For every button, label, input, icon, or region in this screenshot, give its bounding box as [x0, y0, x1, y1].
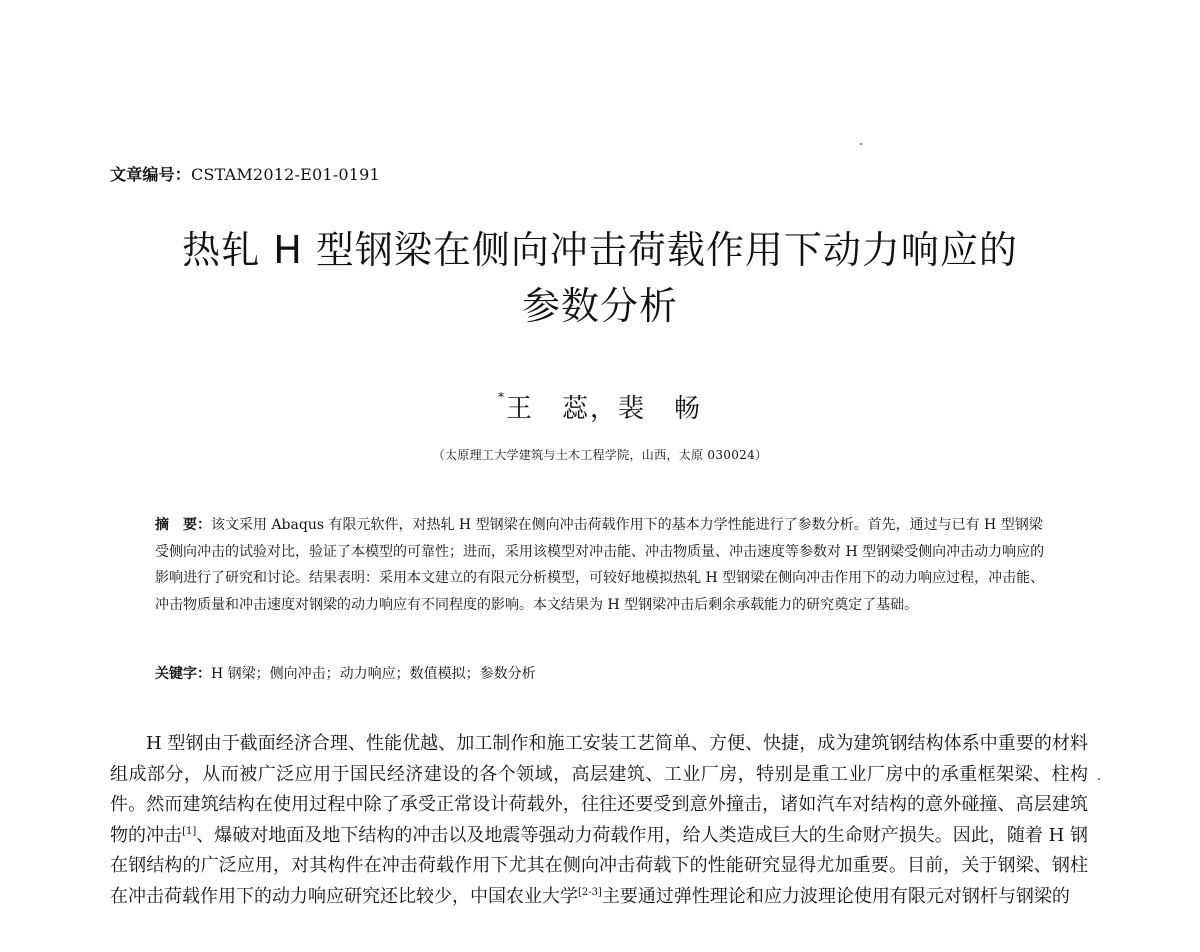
- article-id-value: CSTAM2012-E01-0191: [191, 165, 380, 184]
- corresponding-author-marker: *: [497, 390, 506, 404]
- abstract: [155, 512, 1055, 618]
- author-names: 王 蕊，裴 畅: [505, 394, 702, 424]
- affiliation: （太原理工大学建筑与土木工程学院，山西，太原 030024）: [432, 448, 768, 462]
- article-id: [110, 162, 380, 185]
- body-text-part-1: H 型钢由于截面经济合理、性能优越、加工制作和施工安装工艺简单、方便、快捷，成为建筑钢结构体系中重要的材料组成部分，从而被广泛应用于国民经济建设的各个领域，高层建筑、工业厂房，特别是重工业厂房中的承重框架梁、柱构件。然而建筑结构在使用过程中除了承受正常设计荷载外，往往还要受到意外撞击，诸如汽车对结构的意外碰撞、高层建筑物的冲击: [110, 733, 1088, 846]
- scan-speck: [860, 143, 862, 145]
- article-id-label: 文章编号：: [110, 165, 192, 184]
- citation-ref-1: [1]: [182, 825, 197, 837]
- paper-title: [80, 222, 1120, 334]
- authors: [0, 388, 1200, 425]
- body-paragraph: [110, 729, 1088, 912]
- abstract-label: 摘 要：: [155, 517, 211, 533]
- title-line-1: 热轧 H 型钢梁在侧向冲击荷载作用下动力响应的: [182, 228, 1018, 272]
- keywords: [155, 662, 1055, 686]
- title-line-2: 参数分析: [521, 284, 678, 328]
- citation-ref-2-3: [2-3]: [578, 886, 602, 898]
- abstract-text: 该文采用 Abaqus 有限元软件，对热轧 H 型钢梁在侧向冲击荷载作用下的基本力学性能进行了参数分析。首先，通过与已有 H 型钢梁受侧向冲击的试验对比，验证了本模型的可靠性；进而，采用该模型对冲击能、冲击物质量、冲击速度等参数对 H 型钢梁受侧向冲击动力响应的影响进行了研究和讨论。结果表明：采用本文建立的有限元分析模型，可较好地模拟热轧 H 型钢梁在侧向冲击作用下的动力响应过程，冲击能、冲击物质量和冲击速度对钢梁的动力响应有不同程度的影响。本文结果为 H 型钢梁冲击后剩余承载能力的研究奠定了基础。: [155, 517, 1045, 613]
- body-text-part-3: 主要通过弹性理论和应力波理论使用有限元对钢杆与钢梁的: [601, 885, 1070, 907]
- keywords-text: H 钢梁；侧向冲击；动力响应；数值模拟；参数分析: [211, 666, 536, 682]
- body-text-part-2: 、爆破对地面及地下结构的冲击以及地震等强动力荷载作用，给人类造成巨大的生命财产损失。因此，随着 H 钢在钢结构的广泛应用，对其构件在冲击荷载作用下尤其在侧向冲击荷载下的性能研究显得尤加重要。目前，关于钢梁、钢柱在冲击荷载作用下的动力响应研究还比较少，中国农业大学: [110, 824, 1089, 907]
- keywords-label: 关键字：: [155, 666, 211, 682]
- scan-speck: [1098, 778, 1100, 780]
